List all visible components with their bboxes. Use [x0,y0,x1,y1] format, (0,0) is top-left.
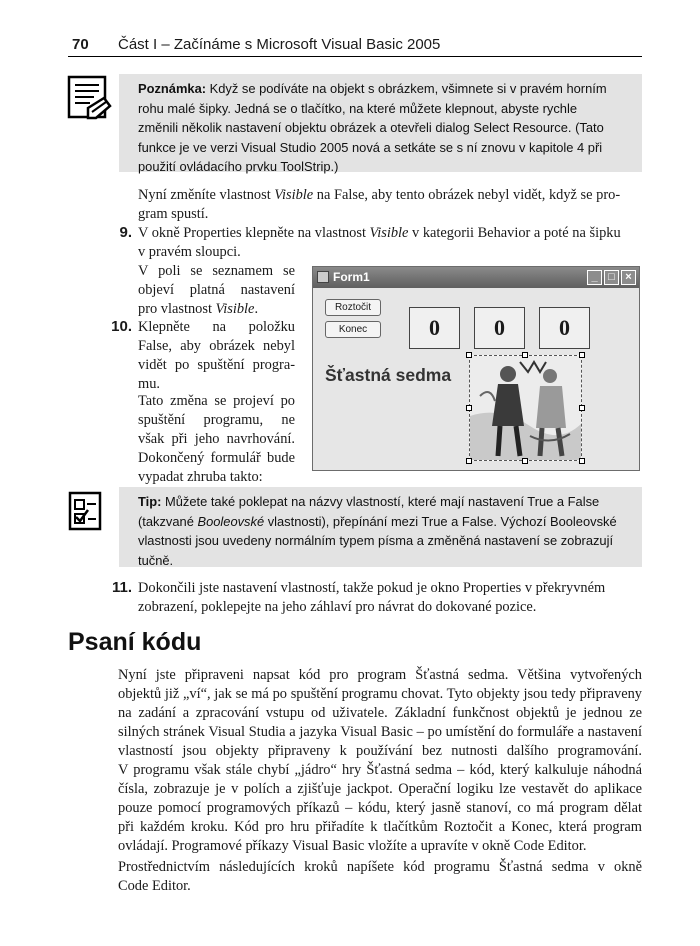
note-icon [66,74,112,124]
text-run: pro vlastnost [138,301,216,317]
text-run: zobrazení, poklepejte na jeho záhlaví pro návrat do dokované pozice. [138,599,537,615]
form-window-screenshot [312,266,640,471]
step-11-text [138,579,642,617]
form-window-icon [317,271,329,283]
text-run: mu. [138,376,160,392]
text-run: spuštění programu, ne [138,412,295,428]
text-run: objeví platná nastavení [138,282,295,298]
step-number-11: 11. [111,579,132,596]
spin-button: Roztočit [325,299,381,316]
note-line: Když se podíváte na objekt s obrázkem, všimnete si v pravém horním [206,81,607,96]
text-run: pouze pomocí programových příkazů – kódu, který jasně stanoví, co má program dělat [118,800,642,816]
text-run: V poli se seznamem se [138,263,295,279]
text-run: gram spustí. [138,206,209,222]
note-line: změnili několik nastavení objektu obrázek a otevřeli dialog Select Resource. (Tato [138,120,604,135]
italic-term: Visible [215,301,255,317]
step-9-text [138,224,642,262]
number-box-1: 0 [409,307,460,349]
note-text [138,79,638,177]
running-header-title: Část I – Začínáme s Microsoft Visual Basic 2005 [118,36,441,53]
text-run: (takzvané [138,513,198,529]
tip-label: Tip: [138,494,162,509]
end-button: Konec [325,321,381,338]
close-icon: × [621,270,636,285]
step-10-text [138,318,295,394]
picture-box-image [469,355,582,461]
left-column-intro [138,262,295,319]
text-run: V programu však stále chybí „jádro“ hry Šťastná sedma – kód, který kalkuluje náhodná [118,762,642,778]
italic-term: Booleovské [197,513,265,529]
text-run: Dokončili jste nastavení vlastností, takže pokud je okno Properties v překryvném [138,580,606,596]
number-box-2: 0 [474,307,525,349]
text-run: vlastnosti jsou uvedeny normálním typem písma a změněná nastavení se zobrazují [138,533,614,548]
form-title: Form1 [333,270,370,284]
resize-handle [466,352,472,358]
text-run: Nyní změníte vlastnost [138,187,275,203]
note-line: použití ovládacího prvku ToolStrip.) [138,159,339,174]
text-run: však při jeho navrhování. [138,431,295,447]
page-number: 70 [72,36,89,53]
text-run: Klepněte na položku [138,319,295,335]
text-run: tučně. [138,552,174,568]
note-line: rohu malé šipky. Jedná se o tlačítko, na které můžete klepnout, abyste rychle [138,100,577,116]
header-rule [68,56,642,57]
text-run: vypadat zhruba takto: [138,469,263,485]
step-number-10: 10. [111,318,132,335]
section-paragraph-2 [118,858,642,896]
text-run: vlastnosti), přepínání mezi True a False. Výchozí Booleovské [264,513,617,529]
text-run: vlastností jsou objekty připraveny k používání bez nutnosti dalšího programování. [118,743,642,759]
step-number-9: 9. [119,224,132,241]
text-run: Tato změna se projeví po [138,393,295,409]
resize-handle [522,458,528,464]
text-run: V okně Properties klepněte na vlastnost [138,225,370,241]
text-run: Dokončený formulář bude [138,450,295,466]
text-run: False, aby obrázek nebyl [138,338,295,354]
resize-handle [579,352,585,358]
minimize-icon: _ [587,270,602,285]
number-box-3: 0 [539,307,590,349]
tip-checklist-icon [66,490,112,536]
form-titlebar [313,267,639,288]
text-run: čísla, zobrazuje je v polích a zjišťuje jackpot. Operační logiku lze vestavět do aplikace [118,781,642,797]
text-run: ovládají. Programové příkazy Visual Basic vložíte a upravíte v okně Code Editor. [118,838,587,854]
text-run: silných stránek Visual Studia a jazyka Visual Basic – po umístění do formuláře a nastavení [118,724,642,740]
italic-term: Visible [274,187,314,203]
text-run: Nyní jste připraveni napsat kód pro program Šťastná sedma. Většina vytvořených [118,667,642,683]
resize-handle [522,352,528,358]
italic-term: Visible [369,225,409,241]
resize-handle [466,458,472,464]
text-run: vidět po spuštění progra- [138,357,295,373]
resize-handle [579,405,585,411]
resize-handle [579,458,585,464]
text-run: na zadání a zpracování vstupu od uživatele. Základní funkčnost objektů je jednou ze [118,705,642,721]
lucky-seven-label: Šťastná sedma [325,365,452,385]
tip-text [138,492,638,570]
text-run: v pravém sloupci. [138,244,241,260]
text-run: Prostřednictvím následujících kroků napíšete kód programu Šťastná sedma v okně [118,859,642,875]
note-label: Poznámka: [138,81,207,96]
text-run: při každém kroku. Kód pro hru přiřadíte k tlačítkům Roztočit a Konec, která program [118,819,642,835]
text-run: . [254,301,259,317]
note-line: funkce je ve verzi Visual Studio 2005 nová a setkáte se s ní znovu v kapitole 4 při [138,139,603,155]
section-paragraph-1 [118,666,642,856]
resize-handle [466,405,472,411]
text-run: Code Editor. [118,878,191,894]
text-run: Můžete také poklepat na názvy vlastností, které mají nastavení True a False [161,494,600,509]
left-column-outro [138,392,295,487]
maximize-icon: □ [604,270,619,285]
text-run: na False, aby tento obrázek nebyl vidět, když se pro- [313,187,621,203]
section-heading: Psaní kódu [68,628,202,656]
text-run: v kategorii Behavior a poté na šipku [408,225,621,241]
text-run: objektů již „ví“, jak se má po spuštění programu chovat. Tyto objekty jsou tedy připraveny [118,686,642,702]
intro-paragraph [138,186,642,224]
